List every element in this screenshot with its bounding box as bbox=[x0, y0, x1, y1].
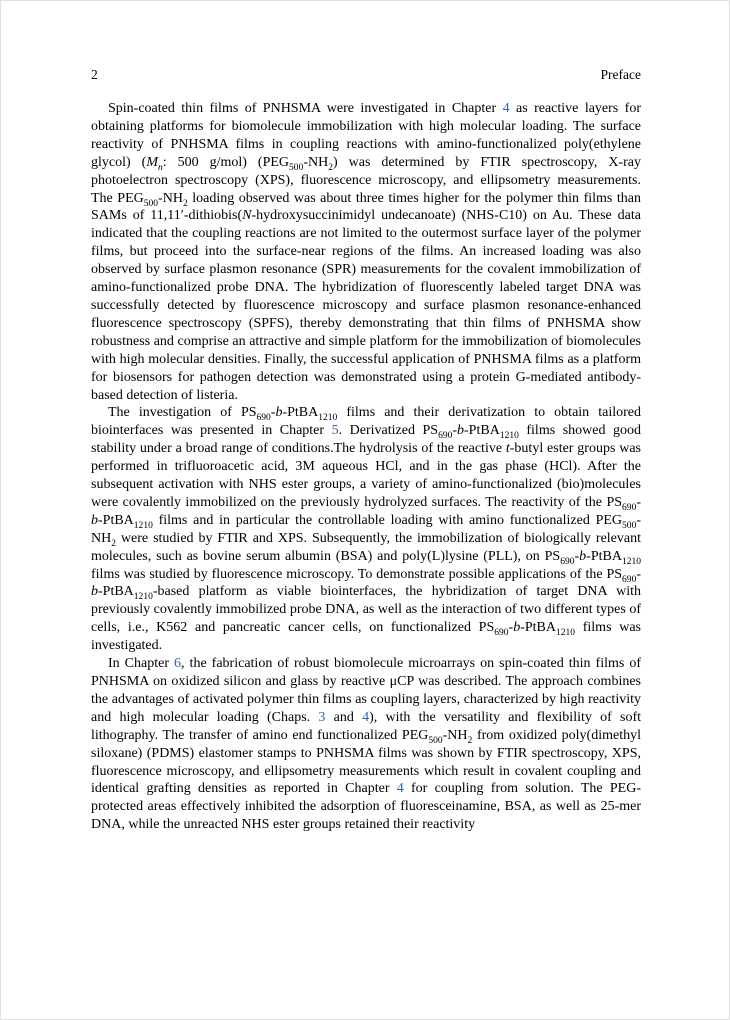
subscript-text: 690 bbox=[256, 413, 271, 424]
text-run: films and their derivatization to obtain tailored biointerfaces was presented in Chapter bbox=[91, 405, 641, 439]
italic-text: b bbox=[579, 548, 587, 564]
subscript-text: 500 bbox=[143, 198, 159, 209]
text-run: -PtBA bbox=[464, 423, 500, 439]
italic-text: N bbox=[242, 208, 252, 224]
italic-text: M bbox=[146, 154, 158, 170]
text-run: for coupling from solution. The PEG-protected areas effectively inhibited the adsorption of fluoresceinamine, BSA, as well as 25-mer DNA, while the unreacted NHS ester groups retained their reactivity bbox=[91, 781, 641, 833]
text-run: -NH bbox=[91, 512, 641, 546]
italic-text: b bbox=[513, 620, 521, 636]
text-run: loading observed was about three times higher for the polymer thin films than SAMs of 11,11′-dithiobis( bbox=[91, 190, 641, 224]
text-run: -NH bbox=[442, 727, 468, 743]
page-number: 2 bbox=[91, 67, 98, 82]
paragraph bbox=[91, 655, 641, 834]
text-run: and bbox=[325, 709, 363, 725]
chapter-link[interactable]: 3 bbox=[318, 709, 326, 725]
text-run: -NH bbox=[303, 154, 329, 170]
page-header bbox=[91, 67, 641, 83]
text-run: . Derivatized PS bbox=[338, 423, 439, 439]
text-run: -based platform as viable biointerfaces, the hybridization of target DNA with previously covalently immobilized probe DNA, as well as the interaction of two different types of cells, i.e., K562 and pancreatic cancer cells, on functionalized PS bbox=[91, 584, 641, 636]
text-run: : 500 g/mol) (PEG bbox=[162, 154, 290, 170]
italic-text: b bbox=[91, 512, 98, 528]
subscript-text: 690 bbox=[494, 628, 509, 639]
paragraph bbox=[91, 100, 641, 404]
subscript-text: 2 bbox=[182, 198, 188, 209]
text-run: -NH bbox=[158, 190, 183, 206]
subscript-text: 500 bbox=[289, 162, 304, 173]
subscript-text: 690 bbox=[622, 502, 637, 513]
text-run: films showed good stability under a broad range of conditions.The hydrolysis of the reactive bbox=[91, 423, 642, 457]
chapter-link[interactable]: 4 bbox=[396, 781, 404, 797]
text-run: -PtBA bbox=[282, 405, 319, 421]
text-run: -PtBA bbox=[520, 620, 556, 636]
subscript-text: 1210 bbox=[556, 628, 576, 639]
text-run: - bbox=[636, 566, 641, 582]
subscript-text: 1210 bbox=[133, 592, 153, 603]
text-run: - bbox=[508, 620, 514, 636]
text-run: The investigation of PS bbox=[108, 405, 257, 421]
subscript-text: 690 bbox=[438, 431, 453, 442]
text-run: , the fabrication of robust biomolecule microarrays on spin-coated thin films of PNHSMA on oxidized silicon and glass by reactive μCP was described. The approach combines the advantages of activated polymer thin films as coupling layers, characterized by high reactivity and high molecular loading (Chaps. bbox=[91, 656, 641, 725]
page-body bbox=[91, 100, 641, 834]
text-run: ) was determined by FTIR spectroscopy, X-ray photoelectron spectroscopy (XPS), fluorescence microscopy, and ellipsometry measurements. The PEG bbox=[91, 154, 641, 206]
subscript-text: 500 bbox=[622, 520, 637, 531]
subscript-text: 690 bbox=[560, 556, 575, 567]
text-run: - bbox=[270, 405, 276, 421]
italic-text: b bbox=[275, 405, 283, 421]
text-run: films was investigated. bbox=[91, 620, 641, 654]
text-run: -butyl ester groups was performed in trifluoroacetic acid, 3M aqueous HCl, and in the gas phase (HCl). After the subsequent activation with NHS ester groups, a variety of amino-functionalized (bio)molecules were covalently immobilized on the previously hydrolyzed surfaces. The reactivity of the PS bbox=[91, 441, 641, 510]
chapter-link[interactable]: 4 bbox=[362, 709, 370, 725]
subscript-text: 1210 bbox=[133, 520, 153, 531]
subscript-text: 690 bbox=[622, 574, 637, 585]
text-run: Spin-coated thin films of PNHSMA were investigated in Chapter bbox=[108, 101, 503, 116]
paragraph bbox=[91, 404, 641, 655]
text-run: - bbox=[636, 494, 641, 510]
italic-text: b bbox=[91, 584, 98, 600]
text-run: films was studied by fluorescence microscopy. To demonstrate possible applications of the PS bbox=[91, 566, 623, 582]
text-run: as reactive layers for obtaining platforms for biomolecule immobilization with high molecular loading. The surface reactivity of PNHSMA films in coupling reactions with amino-functionalized poly(ethylene glycol) ( bbox=[91, 101, 641, 170]
text-run: films and in particular the controllable loading with amino functionalized PEG bbox=[152, 512, 623, 528]
subscript-text: 500 bbox=[428, 735, 443, 746]
text-run: -PtBA bbox=[98, 512, 134, 528]
text-run: ), with the versatility and flexibility of soft lithography. The transfer of amino end functionalized PEG bbox=[91, 709, 641, 743]
text-run: - bbox=[574, 548, 580, 564]
running-title: Preface bbox=[600, 67, 641, 82]
subscript-text: 2 bbox=[467, 735, 473, 746]
chapter-link[interactable]: 6 bbox=[174, 656, 182, 672]
chapter-link[interactable]: 4 bbox=[502, 101, 510, 116]
text-run: -PtBA bbox=[586, 548, 622, 564]
chapter-link[interactable]: 5 bbox=[331, 423, 339, 439]
text-run: In Chapter bbox=[108, 656, 175, 672]
italic-text: b bbox=[457, 423, 465, 439]
text-run: -hydroxysuccinimidyl undecanoate) (NHS-C10) on Au. These data indicated that the coupling reactions are not limited to the outermost surface layer of the polymer films, but proceed into the surface-near regions of the films. An increased loading was also observed by surface plasmon resonance (SPR) measurements for the covalent immobilization of amino-functionalized probe DNA. The hybridization of fluorescently labeled target DNA was successfully detected by fluorescence microscopy and surface plasmon resonance-enhanced fluorescence spectroscopy (SPFS), thereby demonstrating that thin films of PNHSMA show robustness and comprise an attractive and simple platform for the immobilization of biomolecules with high molecular densities. Finally, the successful application of PNHSMA films as a platform for biosensors for pathogen detection was demonstrated using a protein G-mediated antibody-based detection of listeria. bbox=[91, 208, 642, 403]
subscript-text: 2 bbox=[328, 162, 333, 173]
italic-text: t bbox=[505, 441, 510, 457]
text-run: from oxidized poly(dimethyl siloxane) (PDMS) elastomer stamps to PNHSMA films was shown by FTIR spectroscopy, XPS, fluorescence microscopy, and ellipsometry measurements which result in covalent coupling and identical grafting densities as reported in Chapter bbox=[91, 727, 641, 797]
text-run: -PtBA bbox=[98, 584, 134, 600]
subscript-text: 1210 bbox=[318, 413, 338, 424]
text-run: - bbox=[452, 423, 458, 439]
text-run: were studied by FTIR and XPS. Subsequently, the immobilization of biologically relevant molecules, such as bovine serum albumin (BSA) and poly(L)lysine (PLL), on PS bbox=[91, 530, 641, 564]
subscript-text: 2 bbox=[111, 538, 116, 549]
subscript-text: n bbox=[157, 162, 163, 173]
subscript-text: 1210 bbox=[621, 556, 641, 567]
subscript-text: 1210 bbox=[499, 431, 519, 442]
